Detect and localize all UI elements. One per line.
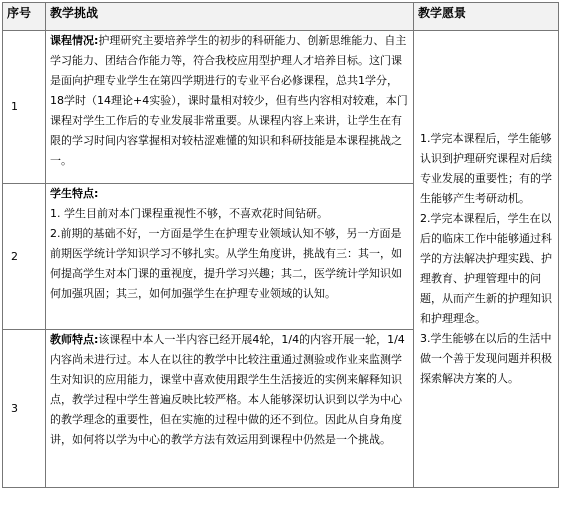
row-index: 1 (3, 31, 46, 184)
teacher-title: 教师特点: (50, 333, 99, 346)
challenge-cell-course (46, 31, 414, 184)
vision-item: 1.学完本课程后，学生能够认识到护理研究课程对后续专业发展的重要性；有的学生能够产生考研动机。 (420, 132, 552, 205)
course-text: 护理研究主要培养学生的初步的科研能力、创新思维能力、自主学习能力、团结合作能力等，符合我校应用型护理人才培养目标。这门课是面向护理专业学生在第四学期进行的专业平台必修课程，总共1学分，18学时（14理论+4实验），课时量相对较少，但有些内容相对较难，本门课程对学生工作后的专业发展非常重要。从课程内容上来讲，让学生在有限的学习时间内容掌握相对较枯涩难懂的知识和科研技能是本课程挑战之一。 (50, 34, 408, 167)
teacher-text: 该课程中本人一半内容已经开展4轮，1/4的内容开展一轮，1/4 内容尚未进行过。本人在以往的教学中比较注重通过测验或作业来监测学生对知识的应用能力，课堂中喜欢使用跟学生生活接近的实例来解释知识点，教学过程中学生普遍反映比较严格。本人能够深切认识到以学为中心的教学理念的重要性，但在实施的过程中做的还不到位。因此从自身角度讲，如何将以学为中心的教学方法有效运用到课程中仍然是一个挑战。 (50, 333, 405, 446)
header-index: 序号 (3, 3, 46, 31)
students-line: 1. 学生目前对本门课程重视性不够，不喜欢花时间钻研。 (50, 207, 328, 220)
vision-cell (414, 31, 559, 488)
row-index: 2 (3, 184, 46, 330)
teaching-table (2, 2, 559, 488)
header-challenge: 教学挑战 (46, 3, 414, 31)
row-index: 3 (3, 330, 46, 488)
challenge-cell-teacher (46, 330, 414, 488)
students-line: 2.前期的基础不好，一方面是学生在护理专业领域认知不够，另一方面是前期医学统计学知识学习不够扎实。从学生角度讲，挑战有三：其一，如何提高学生对本门课的重视度，提升学习兴趣；其二，医学统计学知识如何加强巩固；其三，如何加强学生在护理专业领域的认知。 (50, 227, 402, 300)
table-header-row (3, 3, 559, 31)
students-title: 学生特点: (50, 187, 99, 200)
challenge-cell-students (46, 184, 414, 330)
course-title: 课程情况: (50, 34, 99, 47)
vision-item: 2.学完本课程后，学生在以后的临床工作中能够通过科学的方法解决护理实践、护理教育、护理管理中的问题，从而产生新的护理知识和护理理念。 (420, 212, 552, 325)
table-row (3, 31, 559, 184)
vision-item: 3.学生能够在以后的生活中做一个善于发现问题并积极探索解决方案的人。 (420, 332, 552, 385)
header-vision: 教学愿景 (414, 3, 559, 31)
